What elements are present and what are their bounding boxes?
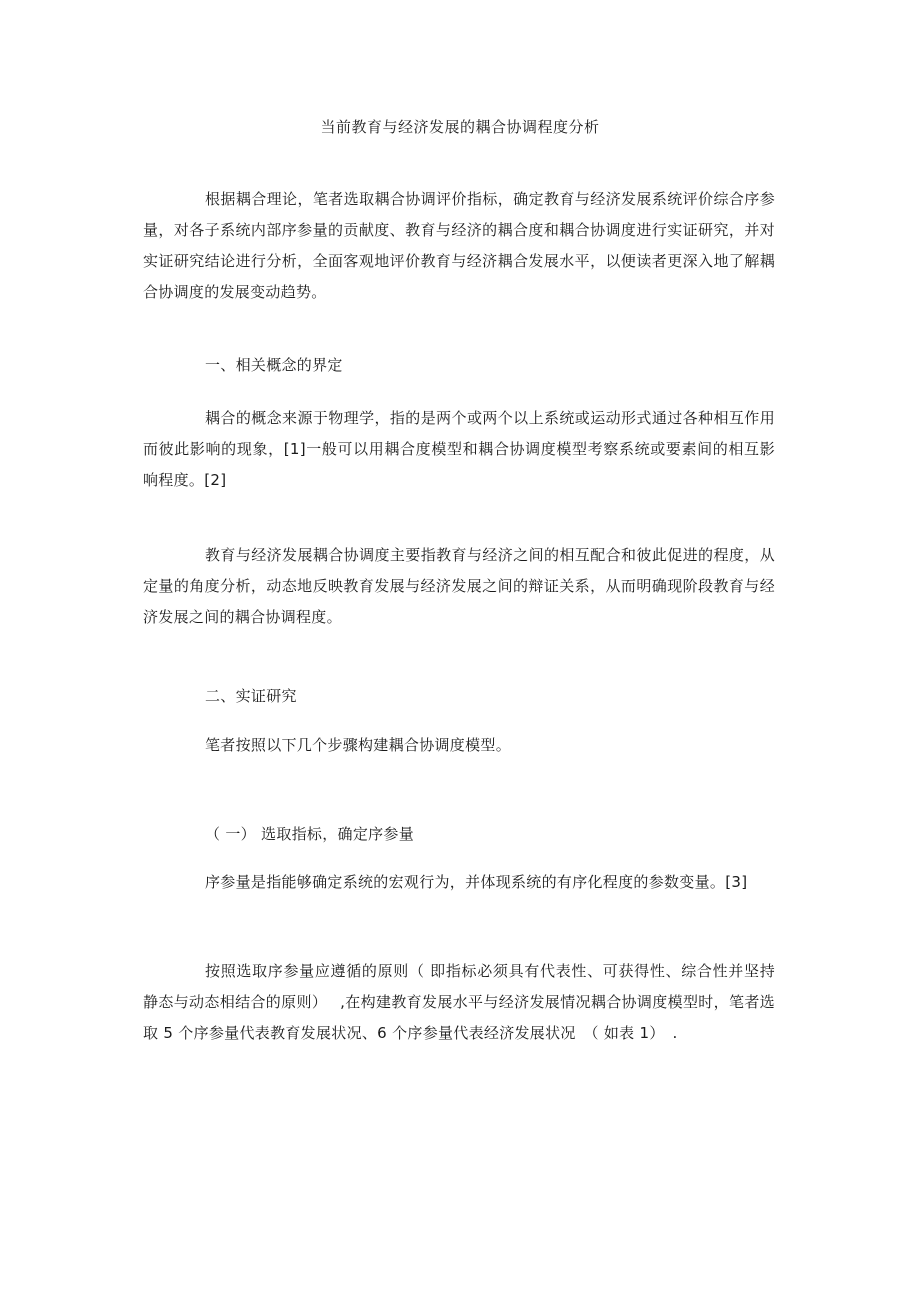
steps-intro-paragraph: 笔者按照以下几个步骤构建耦合协调度模型。 [205, 736, 512, 754]
coordination-meaning-paragraph: 教育与经济发展耦合协调度主要指教育与经济之间的相互配合和彼此促进的程度，从定量的角度分析，动态地反映教育发展与经济发展之间的辩证关系，从而明确现阶段教育与经济发展之间的耦合协调程度。 [143, 546, 775, 626]
document-title: 当前教育与经济发展的耦合协调程度分析 [320, 118, 600, 136]
coupling-concept-paragraph: 耦合的概念来源于物理学，指的是两个或两个以上系统或运动形式通过各种相互作用而彼此影响的现象，[1]一般可以用耦合度模型和耦合协调度模型考察系统或要素间的相互影响程度。[2] [143, 409, 775, 489]
section-heading-concepts: 一、相关概念的界定 [205, 356, 343, 374]
order-parameter-definition: 序参量是指能够确定系统的宏观行为，并体现系统的有序化程度的参数变量。[3] [205, 873, 748, 891]
section-heading-empirical: 二、实证研究 [205, 687, 297, 705]
subsection-heading-indicators: （ 一） 选取指标，确定序参量 [205, 825, 415, 843]
selection-principle-paragraph: 按照选取序参量应遵循的原则（ 即指标必须具有代表性、可获得性、综合性并坚持静态与动态相结合的原则） ,在构建教育发展水平与经济发展情况耦合协调度模型时，笔者选取 5 个序参量代表教育发展状况、6 个序参量代表经济发展状况 （ 如表 1） . [143, 962, 775, 1042]
intro-paragraph: 根据耦合理论，笔者选取耦合协调评价指标，确定教育与经济发展系统评价综合序参量，对各子系统内部序参量的贡献度、教育与经济的耦合度和耦合协调度进行实证研究，并对实证研究结论进行分析，全面客观地评价教育与经济耦合发展水平，以便读者更深入地了解耦合协调度的发展变动趋势。 [143, 190, 775, 301]
